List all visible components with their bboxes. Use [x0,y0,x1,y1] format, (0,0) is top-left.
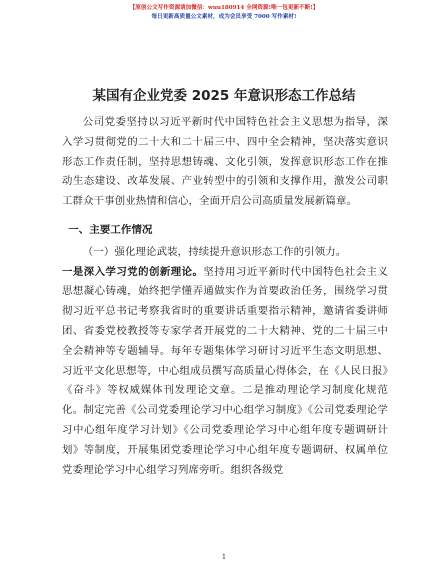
section-heading: 一、主要工作情况 [68,223,153,236]
paragraph-text: 坚持用习近平新时代中国特色社会主义思想凝心铸魂，始终把学懂弄通做实作为首要政治任务，围绕学习贯彻习近平总书记考察我省时的重要讲话重要指示精神，邀请省委讲师团、省委党校教授等专家学者开展党的二十大精神、党的二十届三中全会精神等专题辅导。每年专题集体学习研讨习近平生态文明思想、习近平文化思想等，中心组成员撰写高质量心得体会，在《人民日报》《奋斗》等权威媒体刊发理论文章。二是推动理论学习制度化规范化。制定完善《公司党委理论学习中心组学习制度》《公司党委理论学习中心组年度学习计划》《公司党委理论学习中心组年度专题调研计划》等制度，开展集团党委理论学习中心组年度专题调研、权属单位党委理论学习中心组学习列席旁听。组织各级党 [62,265,388,476]
body-paragraph [62,263,388,481]
intro-paragraph: 公司党委坚持以习近平新时代中国特色社会主义思想为指导，深入学习贯彻党的二十大和二十届三中、四中全会精神，坚决落实意识形态工作责任制，坚持思想铸魂、文化引领，发挥意识形态工作在推动生态建设、改革发展、产业转型中的引领和支撑作用，激发公司职工群众干事创业热情和信心，全面开启公司高质量发展新篇章。 [62,116,388,208]
document-title: 某国有企业党委 2025 年意识形态工作总结 [92,88,356,104]
paragraph-lead: 一是深入学习党的创新理论。 [62,265,204,278]
promo-banner-line2: 每日更新高质量公文素材，成为会员享受 7000 写作素材! [151,14,297,20]
document-body [62,113,388,480]
page-number: 1 [221,553,227,561]
subsection-heading: （一）强化理论武装，持续提升意识形态工作的引领力。 [82,245,347,258]
promo-banner-line1: 【原创公文写作资源请加微信：wuu180914 全网资源!唯一包更新不断!】 [129,5,319,11]
promo-banner [0,4,448,22]
